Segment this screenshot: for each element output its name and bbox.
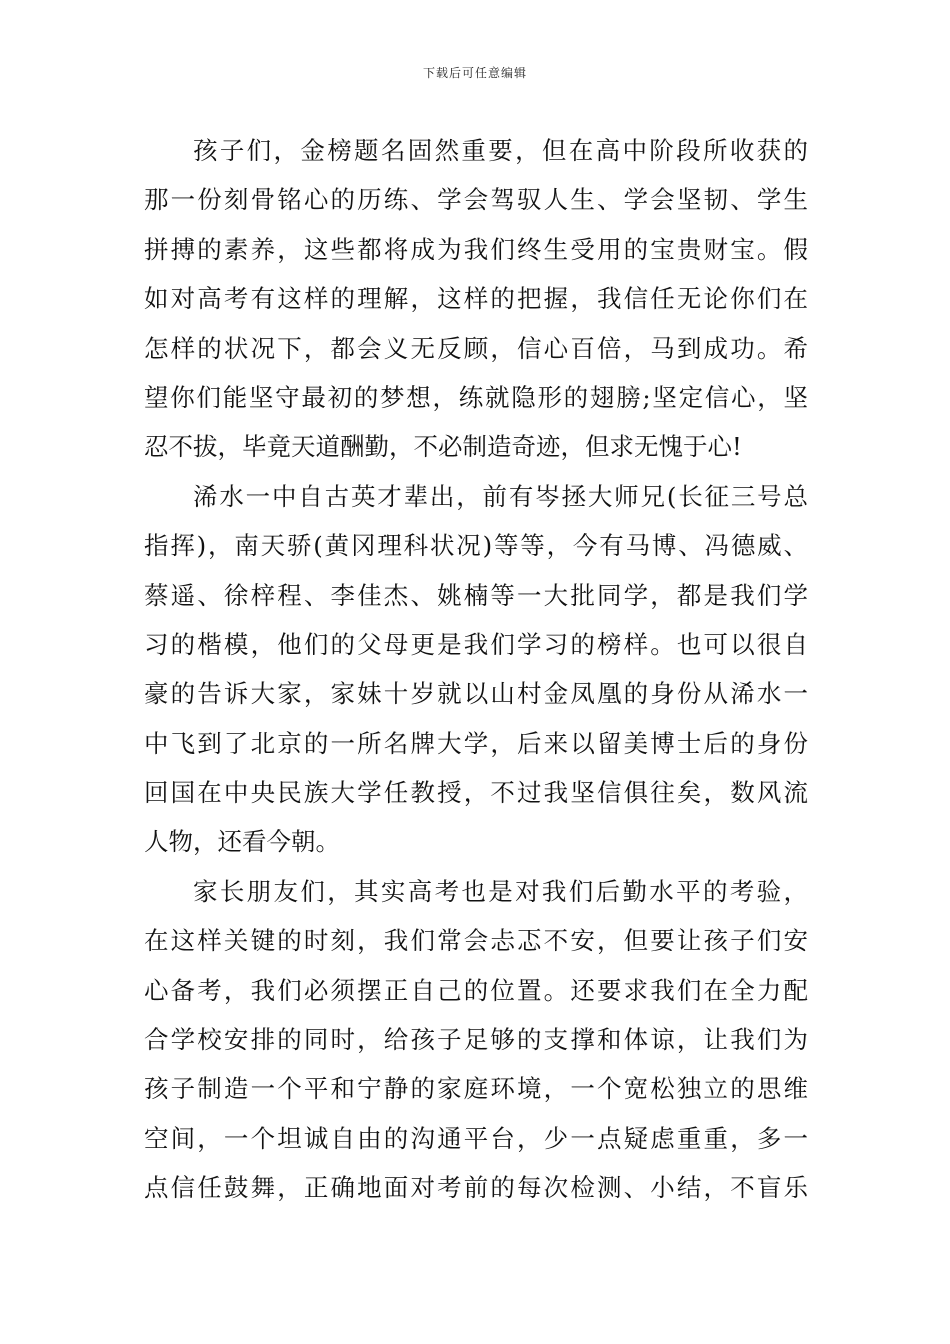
paragraph-line: 豪的告诉大家，家妹十岁就以山村金凤凰的身份从浠水一 <box>144 679 808 709</box>
paragraph-2 <box>144 472 808 867</box>
paragraph-line: 人物，还看今朝。 <box>144 827 340 857</box>
paragraph-line: 在这样关键的时刻，我们常会忐忑不安，但要让孩子们安 <box>144 926 808 956</box>
paragraph-line: 拼搏的素养，这些都将成为我们终生受用的宝贵财宝。假 <box>144 234 808 264</box>
paragraph-line: 孩子制造一个平和宁静的家庭环境，一个宽松独立的思维 <box>144 1074 808 1104</box>
paragraph-line: 合学校安排的同时，给孩子足够的支撑和体谅，让我们为 <box>144 1025 808 1055</box>
paragraph-line: 心备考，我们必须摆正自己的位置。还要求我们在全力配 <box>144 975 808 1005</box>
paragraph-line: 忍不拔，毕竟天道酬勤，不必制造奇迹，但求无愧于心! <box>144 432 742 462</box>
paragraph-line: 如对高考有这样的理解，这样的把握，我信任无论你们在 <box>144 284 808 314</box>
paragraph-line: 点信任鼓舞，正确地面对考前的每次检测、小结，不盲乐 <box>144 1173 808 1203</box>
paragraph-line: 浠水一中自古英才辈出，前有岑拯大师兄(长征三号总 <box>193 481 808 511</box>
paragraph-line: 指挥)，南天骄(黄冈理科状况)等等，今有马博、冯德威、 <box>144 531 808 561</box>
document-body <box>144 126 808 1213</box>
paragraph-line: 望你们能坚守最初的梦想，练就隐形的翅膀;坚定信心，坚 <box>144 382 808 412</box>
paragraph-line: 那一份刻骨铭心的历练、学会驾驭人生、学会坚韧、学生 <box>144 185 808 215</box>
page-header: 下载后可任意编辑 <box>422 66 527 80</box>
paragraph-3 <box>144 867 808 1213</box>
paragraph-line: 中飞到了北京的一所名牌大学，后来以留美博士后的身份 <box>144 728 808 758</box>
paragraph-line: 家长朋友们，其实高考也是对我们后勤水平的考验， <box>193 876 808 906</box>
paragraph-line: 孩子们，金榜题名固然重要，但在高中阶段所收获的 <box>193 136 808 165</box>
paragraph-line: 习的楷模，他们的父母更是我们学习的榜样。也可以很自 <box>144 629 808 659</box>
paragraph-line: 怎样的状况下，都会义无反顾，信心百倍，马到成功。希 <box>144 333 808 363</box>
paragraph-line: 空间，一个坦诚自由的沟通平台，少一点疑虑重重，多一 <box>144 1123 808 1153</box>
paragraph-line: 蔡遥、徐梓程、李佳杰、姚楠等一大批同学，都是我们学 <box>144 580 808 610</box>
paragraph-line: 回国在中央民族大学任教授，不过我坚信俱往矣，数风流 <box>144 778 808 808</box>
paragraph-1 <box>144 126 808 472</box>
